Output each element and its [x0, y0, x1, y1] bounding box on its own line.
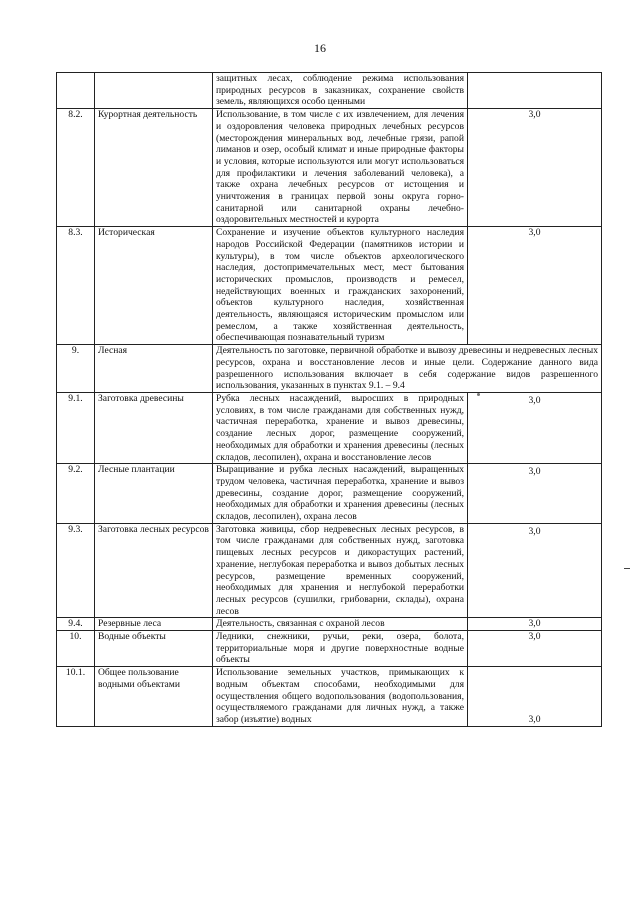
row-number: 10.1.: [57, 667, 95, 727]
row-number: 8.2.: [57, 109, 95, 227]
use-type-description: Деятельность по заготовке, первичной обработке и вывозу древесины и недревесных лесных ресурсов, охрана и восстановление лесов и иные цели. Содержание данного вида разрешенного использования включает в себя содержание видов разрешенного использования, указанных в пунктах 9.1. – 9.4: [213, 345, 602, 393]
table-row: [57, 464, 602, 524]
table-row: [57, 667, 602, 727]
row-number: 10.: [57, 631, 95, 667]
table-row: [57, 345, 602, 393]
use-type-name: Общее пользование водными объектами: [95, 667, 213, 727]
use-type-description: Ледники, снежники, ручьи, реки, озера, болота, территориальные моря и другие поверхностные водные объекты: [213, 631, 468, 667]
use-type-name: Курортная деятельность: [95, 109, 213, 227]
use-type-description: Использование земельных участков, примыкающих к водным объектам способами, необходимыми для осуществления общего водопользования (водопользования, осуществляемого гражданами для личных нужд, а также забор (изъятие) водных: [213, 667, 468, 727]
table-row: [57, 618, 602, 631]
max-height-value: 3,0: [468, 464, 602, 524]
table-row: [57, 631, 602, 667]
use-type-description: Выращивание и рубка лесных насаждений, выращенных трудом человека, частичная переработка, хранение и вывоз древесины, создание дорог, размещение сооружений, необходимых для обработки и хранения древесины (лесных складов, лесопилен), охрана лесов: [213, 464, 468, 524]
row-number: 9.4.: [57, 618, 95, 631]
margin-mark: [624, 568, 630, 569]
use-type-description: Сохранение и изучение объектов культурного наследия народов Российской Федерации (памятников истории и культуры), в том числе объектов археологического наследия, достопримечательных мест, мест бытования исторических промыслов, производств и ремесел, недействующих военных и гражданских захоронений, объектов культурного наследия, хозяйственная деятельность, являющаяся историческим промыслом или ремеслом, а также хозяйственная деятельность, обеспечивающая познавательный туризм: [213, 227, 468, 345]
scan-speck: [477, 393, 480, 396]
use-type-description: Заготовка живицы, сбор недревесных лесных ресурсов, в том числе гражданами для собственных нужд, заготовка пищевых лесных ресурсов и дикорастущих растений, хранение, неглубокая переработка и вывоз добытых лесных ресурсов, размещение временных сооружений, необходимых для хранения и неглубокой переработки лесных ресурсов (сушилки, грибоварни, склады), охрана лесов: [213, 523, 468, 618]
max-height-value: 3,0: [468, 631, 602, 667]
use-type-description: Рубка лесных насаждений, выросших в природных условиях, в том числе гражданами для собственных нужд, частичная переработка, хранение и вывоз древесины, создание лесных дорог, размещение сооружений, необходимых для обработки и хранения древесины (лесных складов, лесопилен), охрана и восстановление лесов: [213, 392, 468, 463]
table-row: [57, 109, 602, 227]
use-type-name: Лесные плантации: [95, 464, 213, 524]
use-type-name: Резервные леса: [95, 618, 213, 631]
table-row: [57, 73, 602, 109]
max-height-value: 3,0: [468, 523, 602, 618]
table-row: [57, 523, 602, 618]
max-height-value: 3,0: [468, 667, 602, 727]
use-type-description: защитных лесах, соблюдение режима использования природных ресурсов в заказниках, сохранение свойств земель, являющихся особо ценными: [213, 73, 468, 109]
row-number: 9.2.: [57, 464, 95, 524]
max-height-value: 3,0: [468, 227, 602, 345]
table-row: [57, 227, 602, 345]
row-number: 9.: [57, 345, 95, 393]
row-number: 8.3.: [57, 227, 95, 345]
land-use-table: [56, 72, 602, 727]
table-row: [57, 392, 602, 463]
use-type-name: Водные объекты: [95, 631, 213, 667]
use-type-name: [95, 73, 213, 109]
max-height-value: 3,0: [468, 109, 602, 227]
use-type-description: Деятельность, связанная с охраной лесов: [213, 618, 468, 631]
use-type-name: Заготовка древесины: [95, 392, 213, 463]
max-height-value: 3,0: [468, 618, 602, 631]
use-type-name: Историческая: [95, 227, 213, 345]
max-height-value: 3,0: [468, 392, 602, 463]
row-number: [57, 73, 95, 109]
max-height-value: [468, 73, 602, 109]
use-type-name: Заготовка лесных ресурсов: [95, 523, 213, 618]
page-number: 16: [314, 41, 326, 55]
row-number: 9.3.: [57, 523, 95, 618]
use-type-name: Лесная: [95, 345, 213, 393]
row-number: 9.1.: [57, 392, 95, 463]
use-type-description: Использование, в том числе с их извлечением, для лечения и оздоровления человека природных лечебных ресурсов (месторождения минеральных вод, лечебные грязи, рапой лиманов и озер, особый климат и иные природные факторы и условия, которые используются или могут использоваться для профилактики и лечения заболеваний человека), а также охрана лечебных ресурсов от истощения и уничтожения в границах первой зоны округа горно-санитарной или санитарной охраны лечебно-оздоровительных местностей и курорта: [213, 109, 468, 227]
